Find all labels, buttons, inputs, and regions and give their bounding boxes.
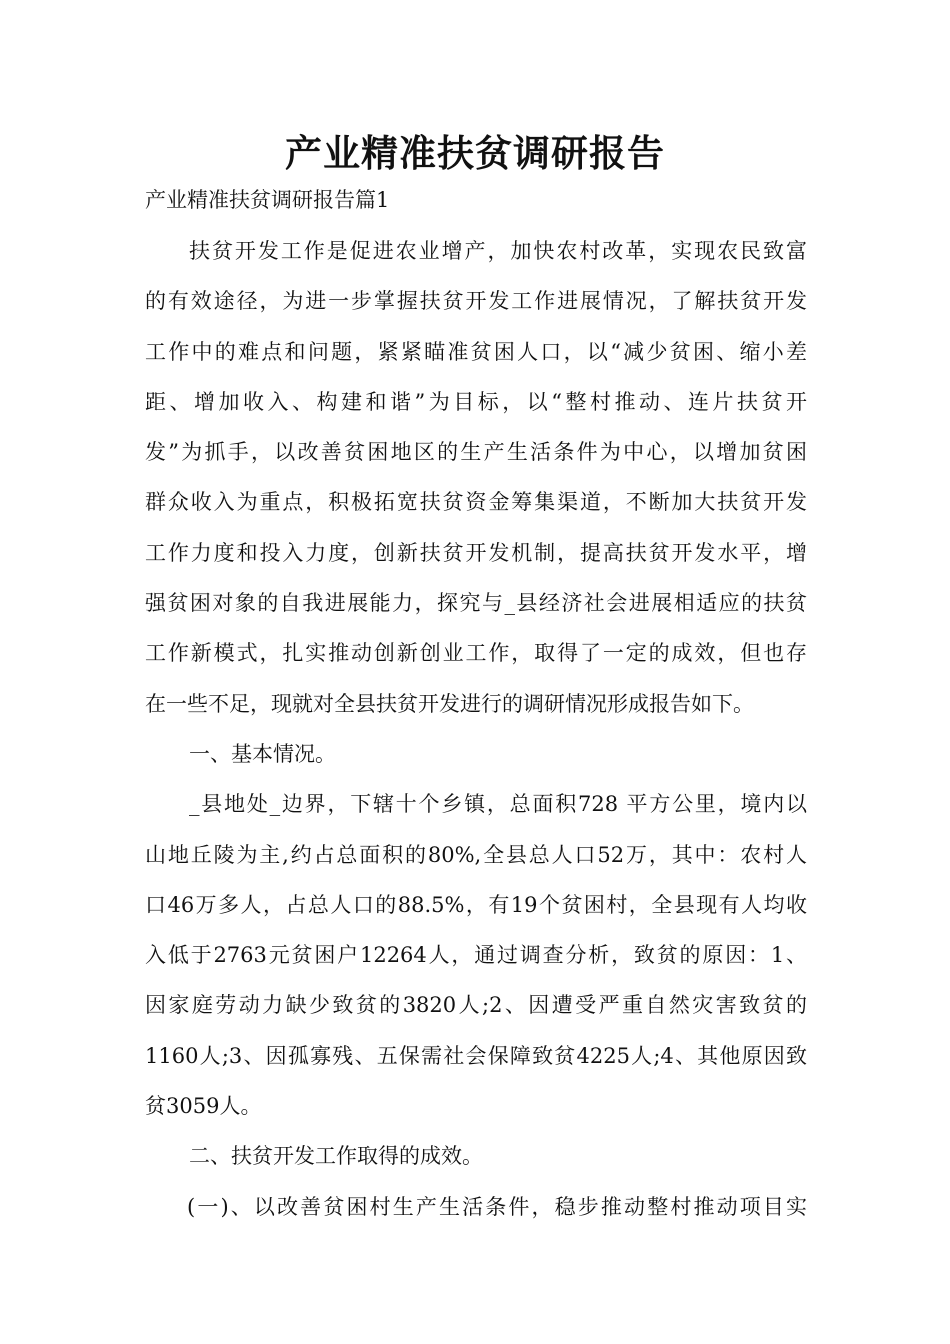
document-title: 产业精准扶贫调研报告: [285, 132, 665, 175]
body-line: 贫3059人。: [145, 1094, 262, 1119]
body-line: 在一些不足，现就对全县扶贫开发进行的调研情况形成报告如下。: [145, 691, 754, 716]
body-line: 强贫困对象的自我进展能力，探究与_县经济社会进展相适应的扶贫: [145, 591, 807, 616]
body-line: 工作力度和投入力度，创新扶贫开发机制，提高扶贫开发水平，增: [145, 540, 807, 565]
body-line: 工作新模式，扎实推动创新创业工作，取得了一定的成效，但也存: [145, 641, 807, 666]
body-line: 口46万多人，占总人口的88.5%，有19个贫困村，全县现有人均收: [145, 892, 807, 917]
body-line: 山地丘陵为主,约占总面积的80%,全县总人口52万，其中：农村人: [145, 842, 807, 867]
document-subtitle: 产业精准扶贫调研报告篇1: [145, 188, 390, 212]
body-line: _县地处_边界，下辖十个乡镇，总面积728 平方公里，境内以: [189, 792, 807, 817]
body-line: 因家庭劳动力缺少致贫的3820人;2、因遭受严重自然灾害致贫的: [145, 993, 807, 1018]
subsection-line: (一)、以改善贫困村生产生活条件，稳步推动整村推动项目实: [187, 1194, 807, 1219]
body-line: 扶贫开发工作是促进农业增产，加快农村改革，实现农民致富: [189, 239, 807, 263]
body-line: 的有效途径，为进一步掌握扶贫开发工作进展情况，了解扶贫开发: [145, 289, 807, 314]
body-line: 入低于2763元贫困户12264人，通过调查分析，致贫的原因：1、: [145, 943, 807, 968]
body-line: 距、增加收入、构建和谐”为目标，以“整村推动、连片扶贫开: [145, 389, 807, 414]
body-line: 1160人;3、因孤寡残、五保需社会保障致贫4225人;4、其他原因致: [145, 1043, 807, 1068]
body-line: 发”为抓手，以改善贫困地区的生产生活条件为中心，以增加贫困: [145, 440, 807, 465]
body-line: 工作中的难点和问题，紧紧瞄准贫困人口，以“减少贫困、缩小差: [145, 339, 807, 364]
body-line: 群众收入为重点，积极拓宽扶贫资金筹集渠道，不断加大扶贫开发: [145, 490, 807, 515]
section-heading: 二、扶贫开发工作取得的成效。: [189, 1144, 483, 1169]
section-heading: 一、基本情况。: [189, 741, 336, 766]
document-body: [145, 232, 807, 1238]
